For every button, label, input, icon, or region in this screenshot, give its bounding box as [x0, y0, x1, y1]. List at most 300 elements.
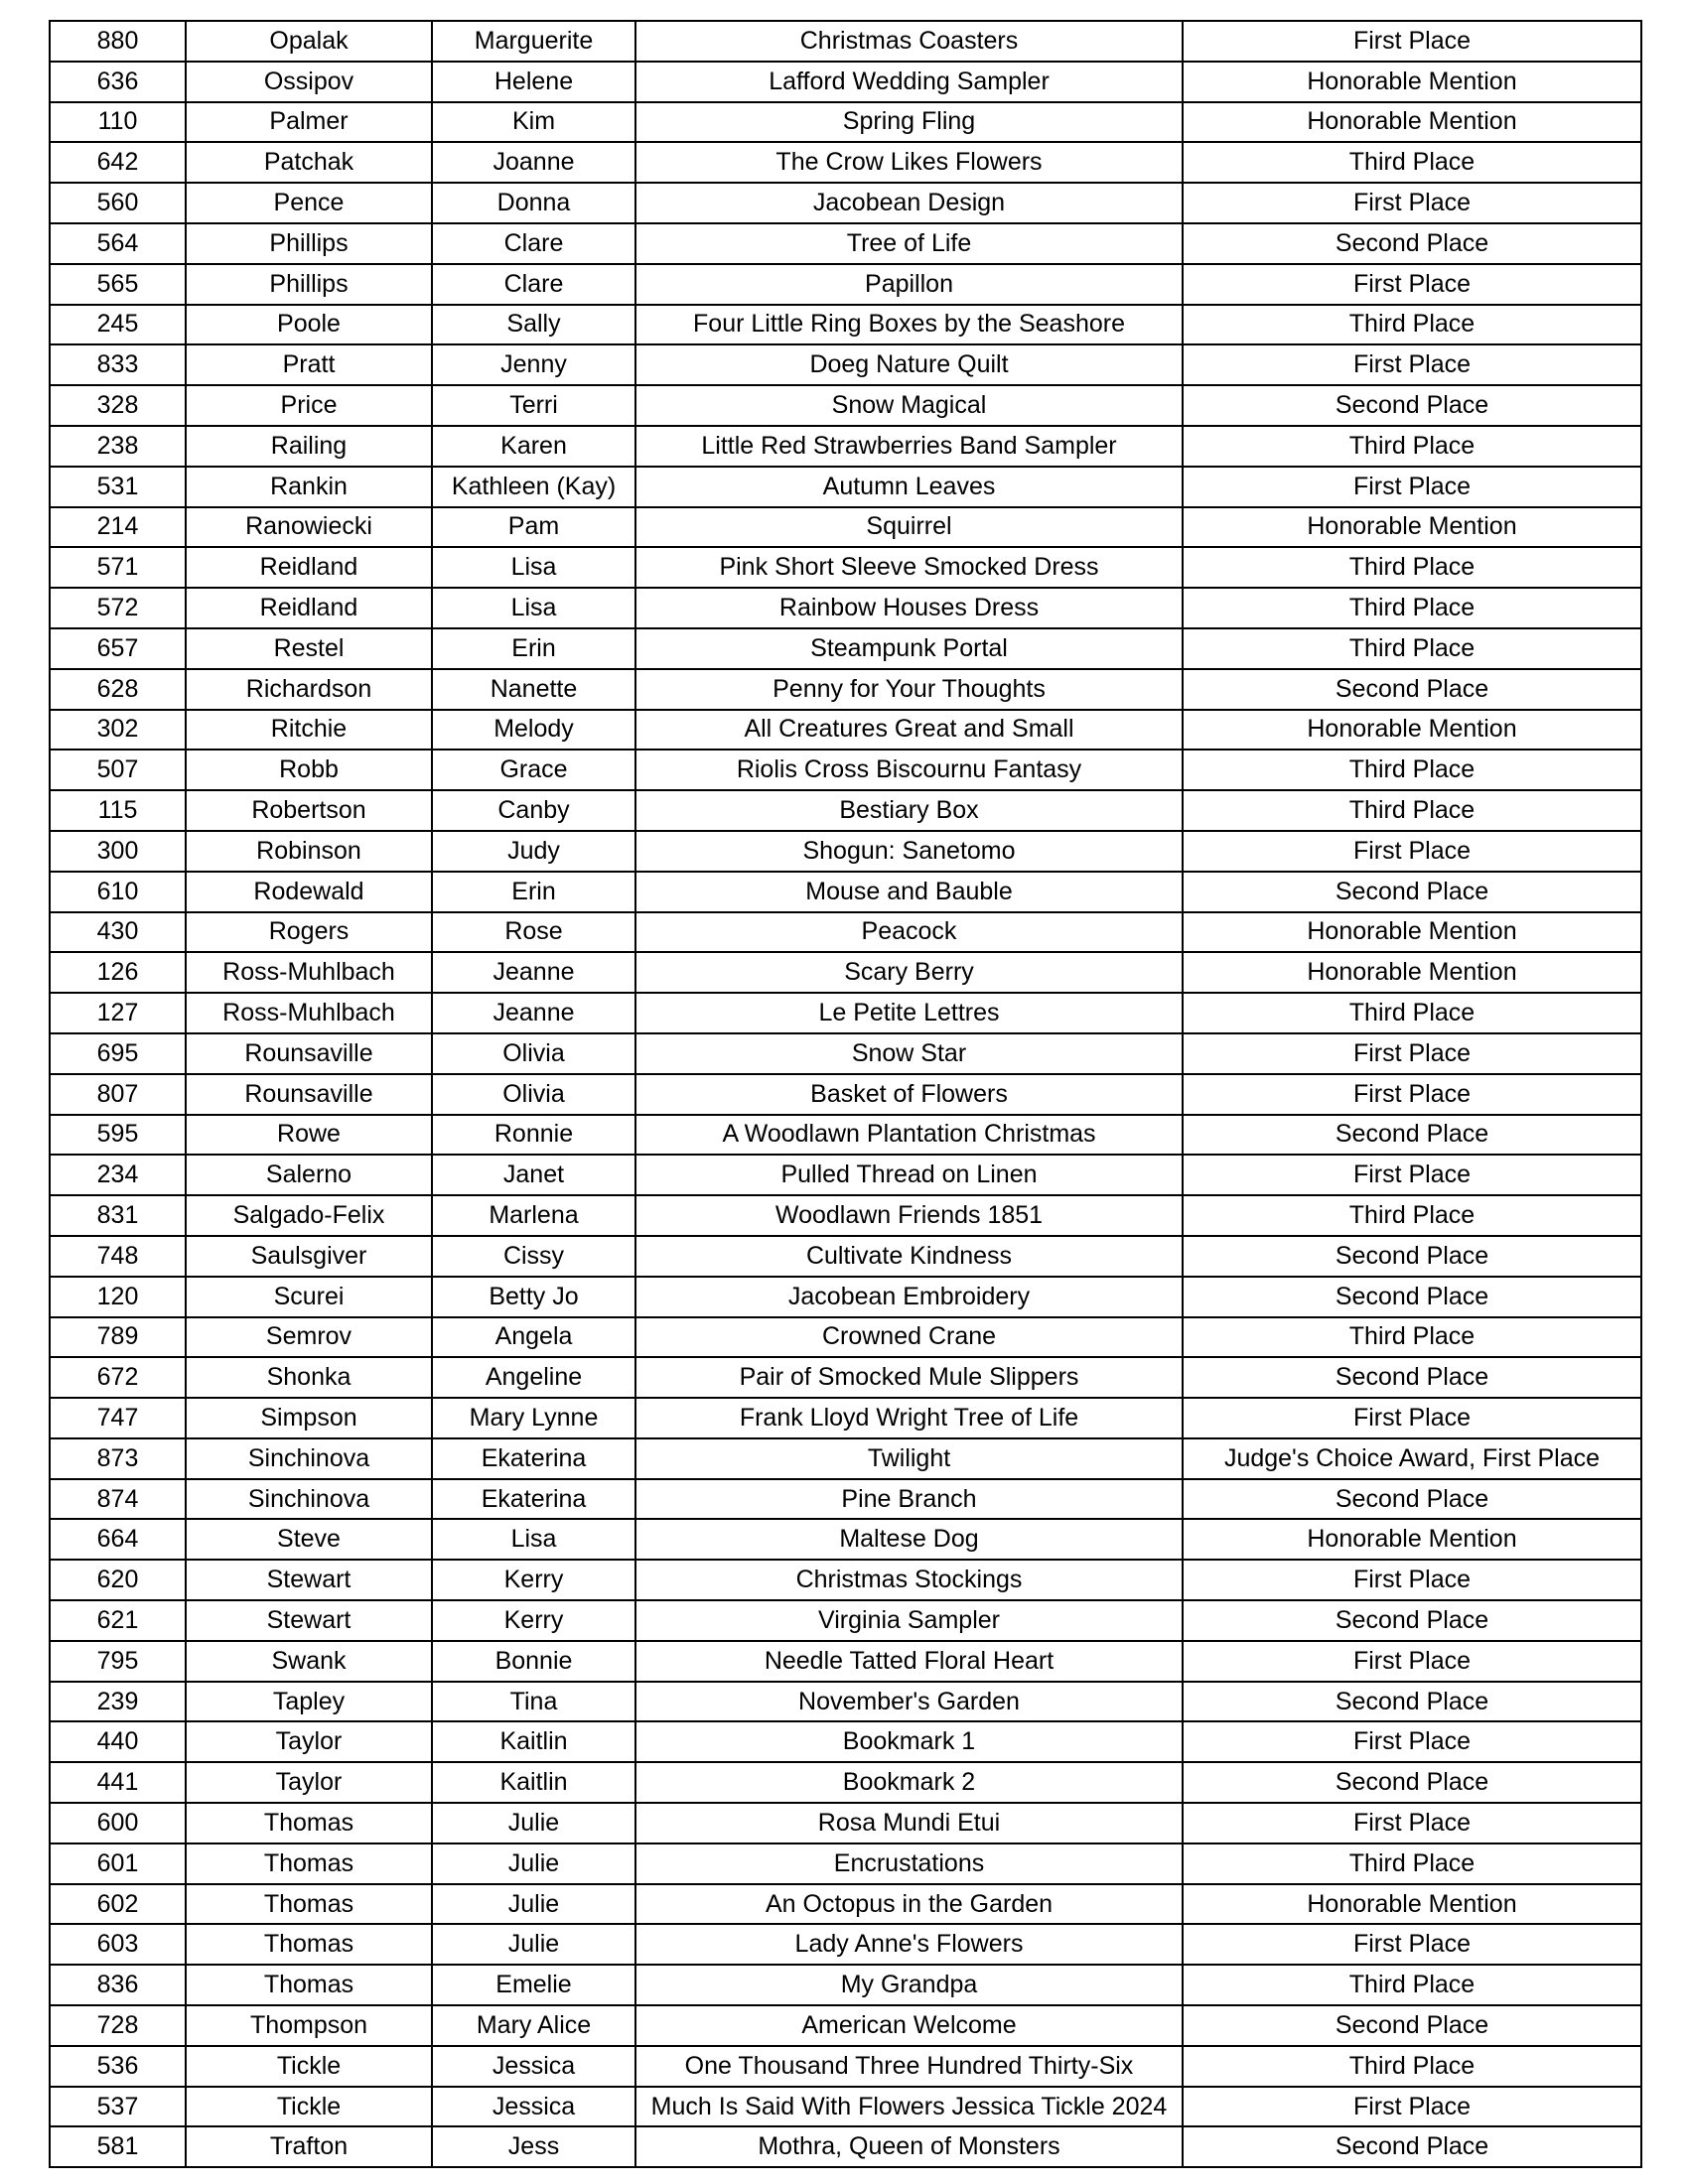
- first-name-cell: Jeanne: [432, 993, 635, 1033]
- first-name-cell: Janet: [432, 1155, 635, 1195]
- table-row: [50, 2087, 1641, 2127]
- entry-title-cell: Riolis Cross Biscournu Fantasy: [635, 750, 1183, 790]
- entry-title-cell: Steampunk Portal: [635, 628, 1183, 669]
- last-name-cell: Phillips: [186, 264, 432, 305]
- entry-number-cell: 239: [50, 1682, 186, 1722]
- first-name-cell: Sally: [432, 305, 635, 345]
- first-name-cell: Canby: [432, 790, 635, 831]
- entry-title-cell: Jacobean Embroidery: [635, 1277, 1183, 1317]
- award-cell: Third Place: [1183, 1965, 1641, 2005]
- last-name-cell: Taylor: [186, 1762, 432, 1803]
- entry-title-cell: My Grandpa: [635, 1965, 1183, 2005]
- first-name-cell: Kaitlin: [432, 1721, 635, 1762]
- award-cell: First Place: [1183, 1803, 1641, 1843]
- entry-number-cell: 127: [50, 993, 186, 1033]
- award-cell: First Place: [1183, 264, 1641, 305]
- last-name-cell: Stewart: [186, 1600, 432, 1641]
- entry-number-cell: 110: [50, 102, 186, 143]
- entry-number-cell: 628: [50, 669, 186, 710]
- table-row: [50, 1762, 1641, 1803]
- last-name-cell: Pence: [186, 183, 432, 223]
- table-row: [50, 507, 1641, 548]
- entry-title-cell: Needle Tatted Floral Heart: [635, 1641, 1183, 1682]
- table-row: [50, 872, 1641, 912]
- last-name-cell: Rowe: [186, 1115, 432, 1156]
- first-name-cell: Olivia: [432, 1033, 635, 1074]
- first-name-cell: Olivia: [432, 1074, 635, 1115]
- entry-number-cell: 695: [50, 1033, 186, 1074]
- entry-number-cell: 564: [50, 223, 186, 264]
- entry-number-cell: 440: [50, 1721, 186, 1762]
- award-cell: First Place: [1183, 1560, 1641, 1600]
- last-name-cell: Ranowiecki: [186, 507, 432, 548]
- last-name-cell: Ross-Muhlbach: [186, 993, 432, 1033]
- award-cell: Second Place: [1183, 1479, 1641, 1520]
- first-name-cell: Jenny: [432, 344, 635, 385]
- award-cell: Third Place: [1183, 1843, 1641, 1884]
- entry-number-cell: 572: [50, 588, 186, 628]
- last-name-cell: Thomas: [186, 1965, 432, 2005]
- award-cell: First Place: [1183, 21, 1641, 62]
- last-name-cell: Patchak: [186, 142, 432, 183]
- first-name-cell: Erin: [432, 628, 635, 669]
- entry-title-cell: Christmas Stockings: [635, 1560, 1183, 1600]
- entry-number-cell: 595: [50, 1115, 186, 1156]
- award-cell: First Place: [1183, 467, 1641, 507]
- table-row: [50, 1965, 1641, 2005]
- entry-title-cell: A Woodlawn Plantation Christmas: [635, 1115, 1183, 1156]
- table-row: [50, 750, 1641, 790]
- entry-number-cell: 873: [50, 1438, 186, 1479]
- last-name-cell: Thompson: [186, 2005, 432, 2046]
- award-cell: Second Place: [1183, 2126, 1641, 2167]
- entry-number-cell: 571: [50, 547, 186, 588]
- table-row: [50, 1560, 1641, 1600]
- results-table: [49, 20, 1642, 2168]
- table-row: [50, 467, 1641, 507]
- entry-title-cell: Encrustations: [635, 1843, 1183, 1884]
- entry-title-cell: Spring Fling: [635, 102, 1183, 143]
- entry-number-cell: 642: [50, 142, 186, 183]
- award-cell: Honorable Mention: [1183, 1519, 1641, 1560]
- entry-title-cell: Woodlawn Friends 1851: [635, 1195, 1183, 1236]
- entry-number-cell: 657: [50, 628, 186, 669]
- last-name-cell: Simpson: [186, 1398, 432, 1438]
- entry-title-cell: Christmas Coasters: [635, 21, 1183, 62]
- first-name-cell: Angela: [432, 1317, 635, 1358]
- entry-number-cell: 234: [50, 1155, 186, 1195]
- award-cell: First Place: [1183, 1074, 1641, 1115]
- table-row: [50, 142, 1641, 183]
- table-row: [50, 588, 1641, 628]
- table-row: [50, 1438, 1641, 1479]
- award-cell: Second Place: [1183, 2005, 1641, 2046]
- table-row: [50, 223, 1641, 264]
- last-name-cell: Steve: [186, 1519, 432, 1560]
- table-row: [50, 102, 1641, 143]
- entry-number-cell: 120: [50, 1277, 186, 1317]
- table-row: [50, 952, 1641, 993]
- last-name-cell: Thomas: [186, 1803, 432, 1843]
- award-cell: Second Place: [1183, 1682, 1641, 1722]
- first-name-cell: Marlena: [432, 1195, 635, 1236]
- table-row: [50, 669, 1641, 710]
- last-name-cell: Saulsgiver: [186, 1236, 432, 1277]
- first-name-cell: Jessica: [432, 2046, 635, 2087]
- table-row: [50, 831, 1641, 872]
- table-row: [50, 385, 1641, 426]
- last-name-cell: Rankin: [186, 467, 432, 507]
- table-row: [50, 183, 1641, 223]
- award-cell: Honorable Mention: [1183, 710, 1641, 751]
- table-row: [50, 2046, 1641, 2087]
- entry-number-cell: 507: [50, 750, 186, 790]
- award-cell: First Place: [1183, 1398, 1641, 1438]
- last-name-cell: Semrov: [186, 1317, 432, 1358]
- first-name-cell: Emelie: [432, 1965, 635, 2005]
- entry-number-cell: 601: [50, 1843, 186, 1884]
- entry-number-cell: 664: [50, 1519, 186, 1560]
- award-cell: Third Place: [1183, 426, 1641, 467]
- table-row: [50, 710, 1641, 751]
- table-row: [50, 1074, 1641, 1115]
- first-name-cell: Grace: [432, 750, 635, 790]
- last-name-cell: Thomas: [186, 1843, 432, 1884]
- entry-number-cell: 300: [50, 831, 186, 872]
- award-cell: Judge's Choice Award, First Place: [1183, 1438, 1641, 1479]
- entry-number-cell: 747: [50, 1398, 186, 1438]
- entry-title-cell: Much Is Said With Flowers Jessica Tickle 2024: [635, 2087, 1183, 2127]
- last-name-cell: Restel: [186, 628, 432, 669]
- award-cell: Third Place: [1183, 142, 1641, 183]
- table-row: [50, 1155, 1641, 1195]
- entry-number-cell: 531: [50, 467, 186, 507]
- first-name-cell: Terri: [432, 385, 635, 426]
- award-cell: Third Place: [1183, 790, 1641, 831]
- first-name-cell: Rose: [432, 912, 635, 953]
- entry-title-cell: Doeg Nature Quilt: [635, 344, 1183, 385]
- last-name-cell: Railing: [186, 426, 432, 467]
- entry-title-cell: Mothra, Queen of Monsters: [635, 2126, 1183, 2167]
- entry-number-cell: 833: [50, 344, 186, 385]
- table-row: [50, 264, 1641, 305]
- table-row: [50, 305, 1641, 345]
- award-cell: Third Place: [1183, 2046, 1641, 2087]
- last-name-cell: Tapley: [186, 1682, 432, 1722]
- last-name-cell: Shonka: [186, 1357, 432, 1398]
- table-row: [50, 1641, 1641, 1682]
- last-name-cell: Palmer: [186, 102, 432, 143]
- last-name-cell: Sinchinova: [186, 1479, 432, 1520]
- award-cell: Honorable Mention: [1183, 507, 1641, 548]
- first-name-cell: Joanne: [432, 142, 635, 183]
- first-name-cell: Bonnie: [432, 1641, 635, 1682]
- table-row: [50, 1277, 1641, 1317]
- table-row: [50, 1195, 1641, 1236]
- first-name-cell: Kim: [432, 102, 635, 143]
- award-cell: Third Place: [1183, 1317, 1641, 1358]
- entry-number-cell: 620: [50, 1560, 186, 1600]
- last-name-cell: Pratt: [186, 344, 432, 385]
- first-name-cell: Ronnie: [432, 1115, 635, 1156]
- last-name-cell: Taylor: [186, 1721, 432, 1762]
- first-name-cell: Erin: [432, 872, 635, 912]
- last-name-cell: Tickle: [186, 2046, 432, 2087]
- entry-title-cell: Bestiary Box: [635, 790, 1183, 831]
- entry-number-cell: 214: [50, 507, 186, 548]
- last-name-cell: Thomas: [186, 1924, 432, 1965]
- table-row: [50, 1398, 1641, 1438]
- entry-number-cell: 600: [50, 1803, 186, 1843]
- entry-number-cell: 430: [50, 912, 186, 953]
- table-row: [50, 1236, 1641, 1277]
- entry-number-cell: 126: [50, 952, 186, 993]
- first-name-cell: Ekaterina: [432, 1438, 635, 1479]
- award-cell: Second Place: [1183, 1357, 1641, 1398]
- first-name-cell: Lisa: [432, 547, 635, 588]
- first-name-cell: Kathleen (Kay): [432, 467, 635, 507]
- first-name-cell: Lisa: [432, 1519, 635, 1560]
- first-name-cell: Julie: [432, 1803, 635, 1843]
- table-row: [50, 628, 1641, 669]
- first-name-cell: Nanette: [432, 669, 635, 710]
- entry-title-cell: American Welcome: [635, 2005, 1183, 2046]
- last-name-cell: Rogers: [186, 912, 432, 953]
- entry-title-cell: Four Little Ring Boxes by the Seashore: [635, 305, 1183, 345]
- last-name-cell: Tickle: [186, 2087, 432, 2127]
- first-name-cell: Kerry: [432, 1560, 635, 1600]
- table-row: [50, 1479, 1641, 1520]
- last-name-cell: Robertson: [186, 790, 432, 831]
- entry-number-cell: 795: [50, 1641, 186, 1682]
- table-row: [50, 1924, 1641, 1965]
- entry-title-cell: Autumn Leaves: [635, 467, 1183, 507]
- entry-number-cell: 115: [50, 790, 186, 831]
- award-cell: Honorable Mention: [1183, 1884, 1641, 1925]
- table-row: [50, 1803, 1641, 1843]
- table-row: [50, 1317, 1641, 1358]
- entry-number-cell: 874: [50, 1479, 186, 1520]
- table-row: [50, 1600, 1641, 1641]
- last-name-cell: Rounsaville: [186, 1033, 432, 1074]
- entry-title-cell: Bookmark 2: [635, 1762, 1183, 1803]
- entry-number-cell: 807: [50, 1074, 186, 1115]
- award-cell: First Place: [1183, 1924, 1641, 1965]
- award-cell: Second Place: [1183, 1236, 1641, 1277]
- entry-number-cell: 441: [50, 1762, 186, 1803]
- table-row: [50, 1357, 1641, 1398]
- first-name-cell: Melody: [432, 710, 635, 751]
- last-name-cell: Stewart: [186, 1560, 432, 1600]
- award-cell: First Place: [1183, 183, 1641, 223]
- award-cell: Second Place: [1183, 872, 1641, 912]
- award-cell: First Place: [1183, 831, 1641, 872]
- entry-number-cell: 245: [50, 305, 186, 345]
- table-row: [50, 1721, 1641, 1762]
- last-name-cell: Ross-Muhlbach: [186, 952, 432, 993]
- table-row: [50, 790, 1641, 831]
- entry-number-cell: 880: [50, 21, 186, 62]
- entry-title-cell: All Creatures Great and Small: [635, 710, 1183, 751]
- last-name-cell: Price: [186, 385, 432, 426]
- award-cell: Second Place: [1183, 1277, 1641, 1317]
- first-name-cell: Julie: [432, 1924, 635, 1965]
- award-cell: Second Place: [1183, 669, 1641, 710]
- first-name-cell: Judy: [432, 831, 635, 872]
- entry-title-cell: Little Red Strawberries Band Sampler: [635, 426, 1183, 467]
- first-name-cell: Mary Alice: [432, 2005, 635, 2046]
- entry-title-cell: Snow Magical: [635, 385, 1183, 426]
- entry-title-cell: Jacobean Design: [635, 183, 1183, 223]
- table-row: [50, 547, 1641, 588]
- award-cell: First Place: [1183, 1721, 1641, 1762]
- award-cell: First Place: [1183, 2087, 1641, 2127]
- first-name-cell: Karen: [432, 426, 635, 467]
- last-name-cell: Ritchie: [186, 710, 432, 751]
- entry-title-cell: Basket of Flowers: [635, 1074, 1183, 1115]
- table-row: [50, 426, 1641, 467]
- entry-title-cell: Twilight: [635, 1438, 1183, 1479]
- entry-title-cell: One Thousand Three Hundred Thirty-Six: [635, 2046, 1183, 2087]
- entry-title-cell: Pink Short Sleeve Smocked Dress: [635, 547, 1183, 588]
- last-name-cell: Scurei: [186, 1277, 432, 1317]
- table-row: [50, 62, 1641, 102]
- last-name-cell: Sinchinova: [186, 1438, 432, 1479]
- entry-number-cell: 836: [50, 1965, 186, 2005]
- entry-number-cell: 728: [50, 2005, 186, 2046]
- table-row: [50, 1033, 1641, 1074]
- entry-title-cell: Rainbow Houses Dress: [635, 588, 1183, 628]
- entry-number-cell: 621: [50, 1600, 186, 1641]
- entry-title-cell: Virginia Sampler: [635, 1600, 1183, 1641]
- table-row: [50, 2005, 1641, 2046]
- first-name-cell: Julie: [432, 1843, 635, 1884]
- last-name-cell: Salerno: [186, 1155, 432, 1195]
- last-name-cell: Phillips: [186, 223, 432, 264]
- award-cell: Second Place: [1183, 1762, 1641, 1803]
- entry-number-cell: 536: [50, 2046, 186, 2087]
- entry-title-cell: Mouse and Bauble: [635, 872, 1183, 912]
- award-cell: Second Place: [1183, 1115, 1641, 1156]
- last-name-cell: Reidland: [186, 588, 432, 628]
- first-name-cell: Jess: [432, 2126, 635, 2167]
- first-name-cell: Helene: [432, 62, 635, 102]
- entry-number-cell: 831: [50, 1195, 186, 1236]
- first-name-cell: Donna: [432, 183, 635, 223]
- award-cell: Third Place: [1183, 588, 1641, 628]
- entry-number-cell: 560: [50, 183, 186, 223]
- first-name-cell: Betty Jo: [432, 1277, 635, 1317]
- entry-title-cell: Frank Lloyd Wright Tree of Life: [635, 1398, 1183, 1438]
- entry-title-cell: Bookmark 1: [635, 1721, 1183, 1762]
- entry-number-cell: 636: [50, 62, 186, 102]
- first-name-cell: Jessica: [432, 2087, 635, 2127]
- entry-number-cell: 238: [50, 426, 186, 467]
- entry-title-cell: Snow Star: [635, 1033, 1183, 1074]
- entry-title-cell: November's Garden: [635, 1682, 1183, 1722]
- entry-title-cell: Tree of Life: [635, 223, 1183, 264]
- last-name-cell: Swank: [186, 1641, 432, 1682]
- entry-number-cell: 537: [50, 2087, 186, 2127]
- last-name-cell: Robb: [186, 750, 432, 790]
- table-row: [50, 993, 1641, 1033]
- first-name-cell: Marguerite: [432, 21, 635, 62]
- last-name-cell: Rodewald: [186, 872, 432, 912]
- first-name-cell: Ekaterina: [432, 1479, 635, 1520]
- last-name-cell: Opalak: [186, 21, 432, 62]
- entry-number-cell: 789: [50, 1317, 186, 1358]
- last-name-cell: Rounsaville: [186, 1074, 432, 1115]
- award-cell: First Place: [1183, 1641, 1641, 1682]
- entry-number-cell: 748: [50, 1236, 186, 1277]
- table-row: [50, 1115, 1641, 1156]
- entry-title-cell: Lafford Wedding Sampler: [635, 62, 1183, 102]
- first-name-cell: Cissy: [432, 1236, 635, 1277]
- award-cell: Second Place: [1183, 385, 1641, 426]
- entry-number-cell: 672: [50, 1357, 186, 1398]
- entry-title-cell: An Octopus in the Garden: [635, 1884, 1183, 1925]
- last-name-cell: Richardson: [186, 669, 432, 710]
- entry-title-cell: Maltese Dog: [635, 1519, 1183, 1560]
- entry-number-cell: 565: [50, 264, 186, 305]
- award-cell: Second Place: [1183, 223, 1641, 264]
- entry-title-cell: Rosa Mundi Etui: [635, 1803, 1183, 1843]
- last-name-cell: Reidland: [186, 547, 432, 588]
- entry-title-cell: Pine Branch: [635, 1479, 1183, 1520]
- last-name-cell: Salgado-Felix: [186, 1195, 432, 1236]
- last-name-cell: Trafton: [186, 2126, 432, 2167]
- first-name-cell: Pam: [432, 507, 635, 548]
- entry-number-cell: 602: [50, 1884, 186, 1925]
- first-name-cell: Lisa: [432, 588, 635, 628]
- first-name-cell: Mary Lynne: [432, 1398, 635, 1438]
- last-name-cell: Ossipov: [186, 62, 432, 102]
- award-cell: Honorable Mention: [1183, 102, 1641, 143]
- entry-title-cell: Scary Berry: [635, 952, 1183, 993]
- award-cell: Second Place: [1183, 1600, 1641, 1641]
- table-row: [50, 344, 1641, 385]
- entry-number-cell: 603: [50, 1924, 186, 1965]
- table-row: [50, 21, 1641, 62]
- entry-number-cell: 610: [50, 872, 186, 912]
- table-row: [50, 1843, 1641, 1884]
- award-cell: Third Place: [1183, 1195, 1641, 1236]
- award-cell: First Place: [1183, 344, 1641, 385]
- entry-number-cell: 328: [50, 385, 186, 426]
- award-cell: Third Place: [1183, 305, 1641, 345]
- results-body: [50, 21, 1641, 2167]
- entry-number-cell: 581: [50, 2126, 186, 2167]
- entry-title-cell: Lady Anne's Flowers: [635, 1924, 1183, 1965]
- entry-title-cell: Papillon: [635, 264, 1183, 305]
- entry-title-cell: Squirrel: [635, 507, 1183, 548]
- last-name-cell: Thomas: [186, 1884, 432, 1925]
- first-name-cell: Angeline: [432, 1357, 635, 1398]
- entry-title-cell: Pulled Thread on Linen: [635, 1155, 1183, 1195]
- award-cell: Third Place: [1183, 993, 1641, 1033]
- award-cell: Honorable Mention: [1183, 62, 1641, 102]
- table-row: [50, 1519, 1641, 1560]
- first-name-cell: Kerry: [432, 1600, 635, 1641]
- first-name-cell: Clare: [432, 223, 635, 264]
- table-row: [50, 1682, 1641, 1722]
- last-name-cell: Robinson: [186, 831, 432, 872]
- entry-title-cell: Pair of Smocked Mule Slippers: [635, 1357, 1183, 1398]
- entry-title-cell: The Crow Likes Flowers: [635, 142, 1183, 183]
- entry-title-cell: Crowned Crane: [635, 1317, 1183, 1358]
- entry-number-cell: 302: [50, 710, 186, 751]
- last-name-cell: Poole: [186, 305, 432, 345]
